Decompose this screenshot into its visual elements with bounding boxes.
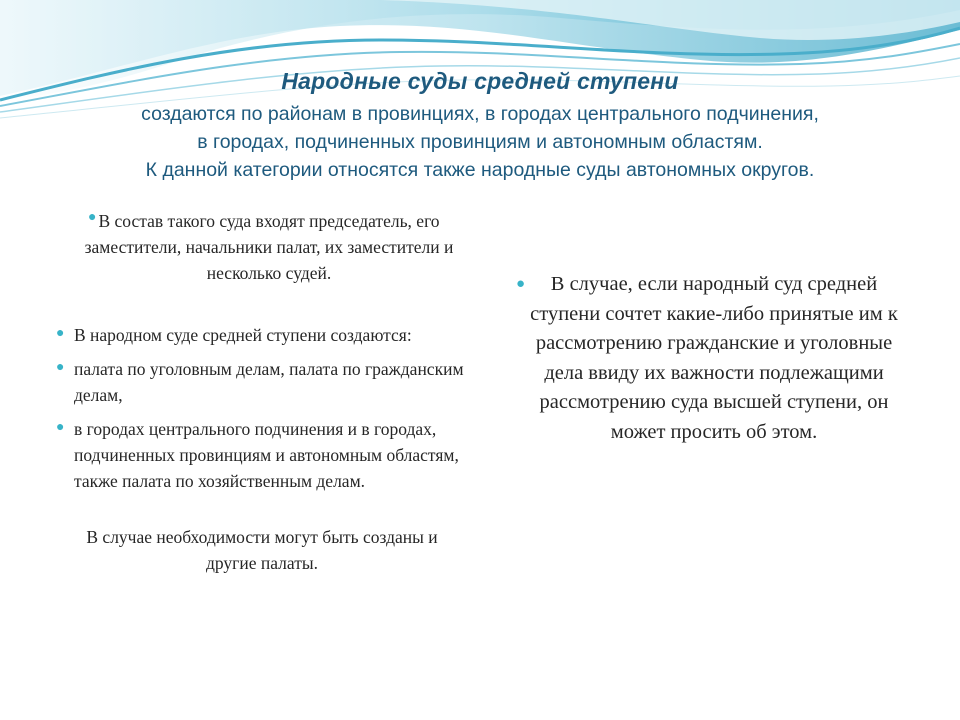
transfer-paragraph: [506, 270, 916, 447]
bullet-dot-icon: ●: [516, 276, 526, 292]
left-column: [52, 208, 472, 576]
subtitle-line-2: в городах, подчиненных провинциям и автономным областям.: [197, 131, 763, 153]
slide-title: Народные суды средней ступени: [281, 68, 679, 94]
list-item: [52, 356, 472, 408]
composition-text: В состав такого суда входят председатель, его заместители, начальники палат, их заместители и несколько судей.: [84, 211, 454, 283]
bullet-dot-icon: ●: [56, 360, 65, 375]
bullet-dot-icon: ●: [88, 210, 97, 225]
list-item-text: палата по уголовным делам, палата по гражданским делам,: [74, 359, 464, 405]
subtitle-line-1: создаются по районам в провинциях, в городах центрального подчинения,: [141, 103, 819, 125]
bullet-dot-icon: ●: [56, 326, 65, 341]
chambers-list: [52, 322, 472, 494]
list-item-text: В народном суде средней ступени создаются:: [74, 325, 412, 345]
subtitle-line-3: К данной категории относятся также народные суды автономных округов.: [145, 159, 815, 181]
list-item: [52, 416, 472, 494]
bullet-dot-icon: ●: [56, 420, 65, 435]
heading-block: [0, 66, 960, 184]
list-item-text: в городах центрального подчинения и в городах, подчиненных провинциям и автономным областям, также палата по хозяйственным делам.: [74, 419, 459, 491]
other-chambers-paragraph: В случае необходимости могут быть созданы и другие палаты.: [86, 527, 438, 573]
composition-paragraph: [52, 208, 472, 286]
list-item: [52, 322, 472, 348]
transfer-text: В случае, если народный суд средней ступени сочтет какие-либо принятые им к рассмотрению гражданские и уголовные дела ввиду их важности подлежащими рассмотрению суда высшей ступени, он может просить об этом.: [530, 273, 898, 443]
right-column: [506, 270, 916, 447]
